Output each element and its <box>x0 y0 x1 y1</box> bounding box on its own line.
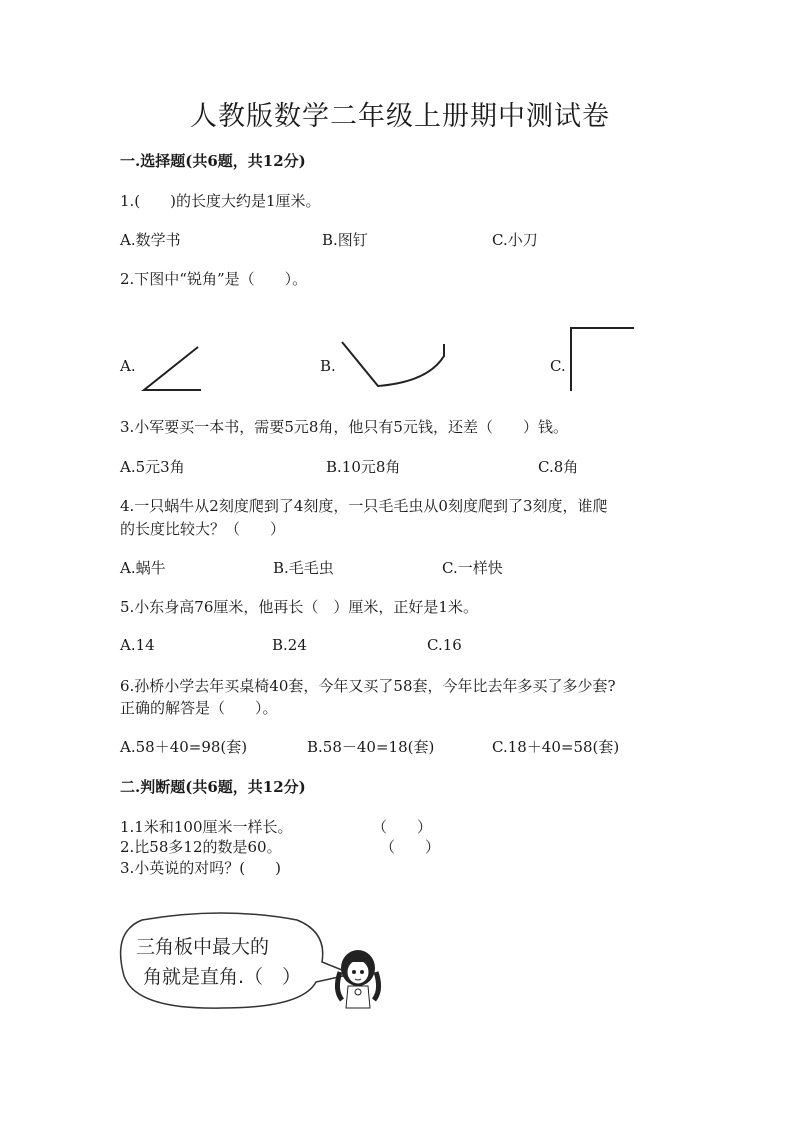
question-3-option-a: A.5元3角 <box>120 458 185 476</box>
page-title: 人教版数学二年级上册期中测试卷 <box>190 101 610 132</box>
curved-figure <box>338 338 453 393</box>
question-5-option-c: C.16 <box>427 636 462 654</box>
girl-illustration <box>330 942 390 1012</box>
question-2-option-a: A. <box>120 357 136 375</box>
judgement-1-answer-paren: （ ） <box>372 818 433 836</box>
question-2-stem: 2.下图中“锐角”是（ ）。 <box>120 270 308 288</box>
judgement-3-text: 3.小英说的对吗？( ) <box>120 859 282 877</box>
question-4-option-c: C.一样快 <box>442 559 503 577</box>
bubble-text-line2: 角就是直角.（ ） <box>143 966 302 988</box>
question-1-option-a: A.数学书 <box>120 231 181 249</box>
question-6-stem: 6.孙桥小学去年买桌椅40套，今年又买了58套，今年比去年多买了多少套? <box>120 677 616 695</box>
judgement-2-answer-paren: （ ） <box>380 838 441 856</box>
question-1-option-c: C.小刀 <box>492 231 538 249</box>
question-6-stem-line2: 正确的解答是（ ）。 <box>120 699 278 717</box>
section-heading-judgement: 二.判断题(共6题，共12分) <box>120 778 306 796</box>
question-4-stem: 4.一只蜗牛从2刻度爬到了4刻度，一只毛毛虫从0刻度爬到了3刻度，谁爬 <box>120 497 608 515</box>
question-6-option-a: A.58＋40=98(套) <box>120 738 248 756</box>
question-2-option-b: B. <box>320 357 336 375</box>
question-5-stem: 5.小东身高76厘米，他再长（ ）厘米，正好是1米。 <box>120 598 478 616</box>
question-2-option-c: C. <box>550 357 566 375</box>
question-3-option-c: C.8角 <box>538 458 579 476</box>
question-4-option-a: A.蜗牛 <box>120 559 166 577</box>
question-1-option-b: B.图钉 <box>322 231 368 249</box>
question-1-stem: 1.( )的长度大约是1厘米。 <box>120 192 321 210</box>
question-3-option-b: B.10元8角 <box>326 458 401 476</box>
question-6-option-b: B.58－40=18(套) <box>307 738 435 756</box>
question-6-option-c: C.18＋40=58(套) <box>492 738 620 756</box>
question-5-option-b: B.24 <box>272 636 307 654</box>
bubble-text-line1: 三角板中最大的 <box>136 936 270 958</box>
judgement-2-text: 2.比58多12的数是60。 <box>120 838 282 856</box>
acute-angle-figure <box>140 345 210 395</box>
section-heading-choice: 一.选择题(共6题，共12分) <box>120 152 306 170</box>
judgement-1-text: 1.1米和100厘米一样长。 <box>120 818 293 836</box>
right-angle-figure <box>568 325 638 395</box>
question-3-stem: 3.小军要买一本书，需要5元8角，他只有5元钱，还差（ ）钱。 <box>120 418 568 436</box>
question-4-option-b: B.毛毛虫 <box>273 559 334 577</box>
question-5-option-a: A.14 <box>120 636 155 654</box>
question-4-stem-line2: 的长度比较大？（ ） <box>120 520 286 538</box>
